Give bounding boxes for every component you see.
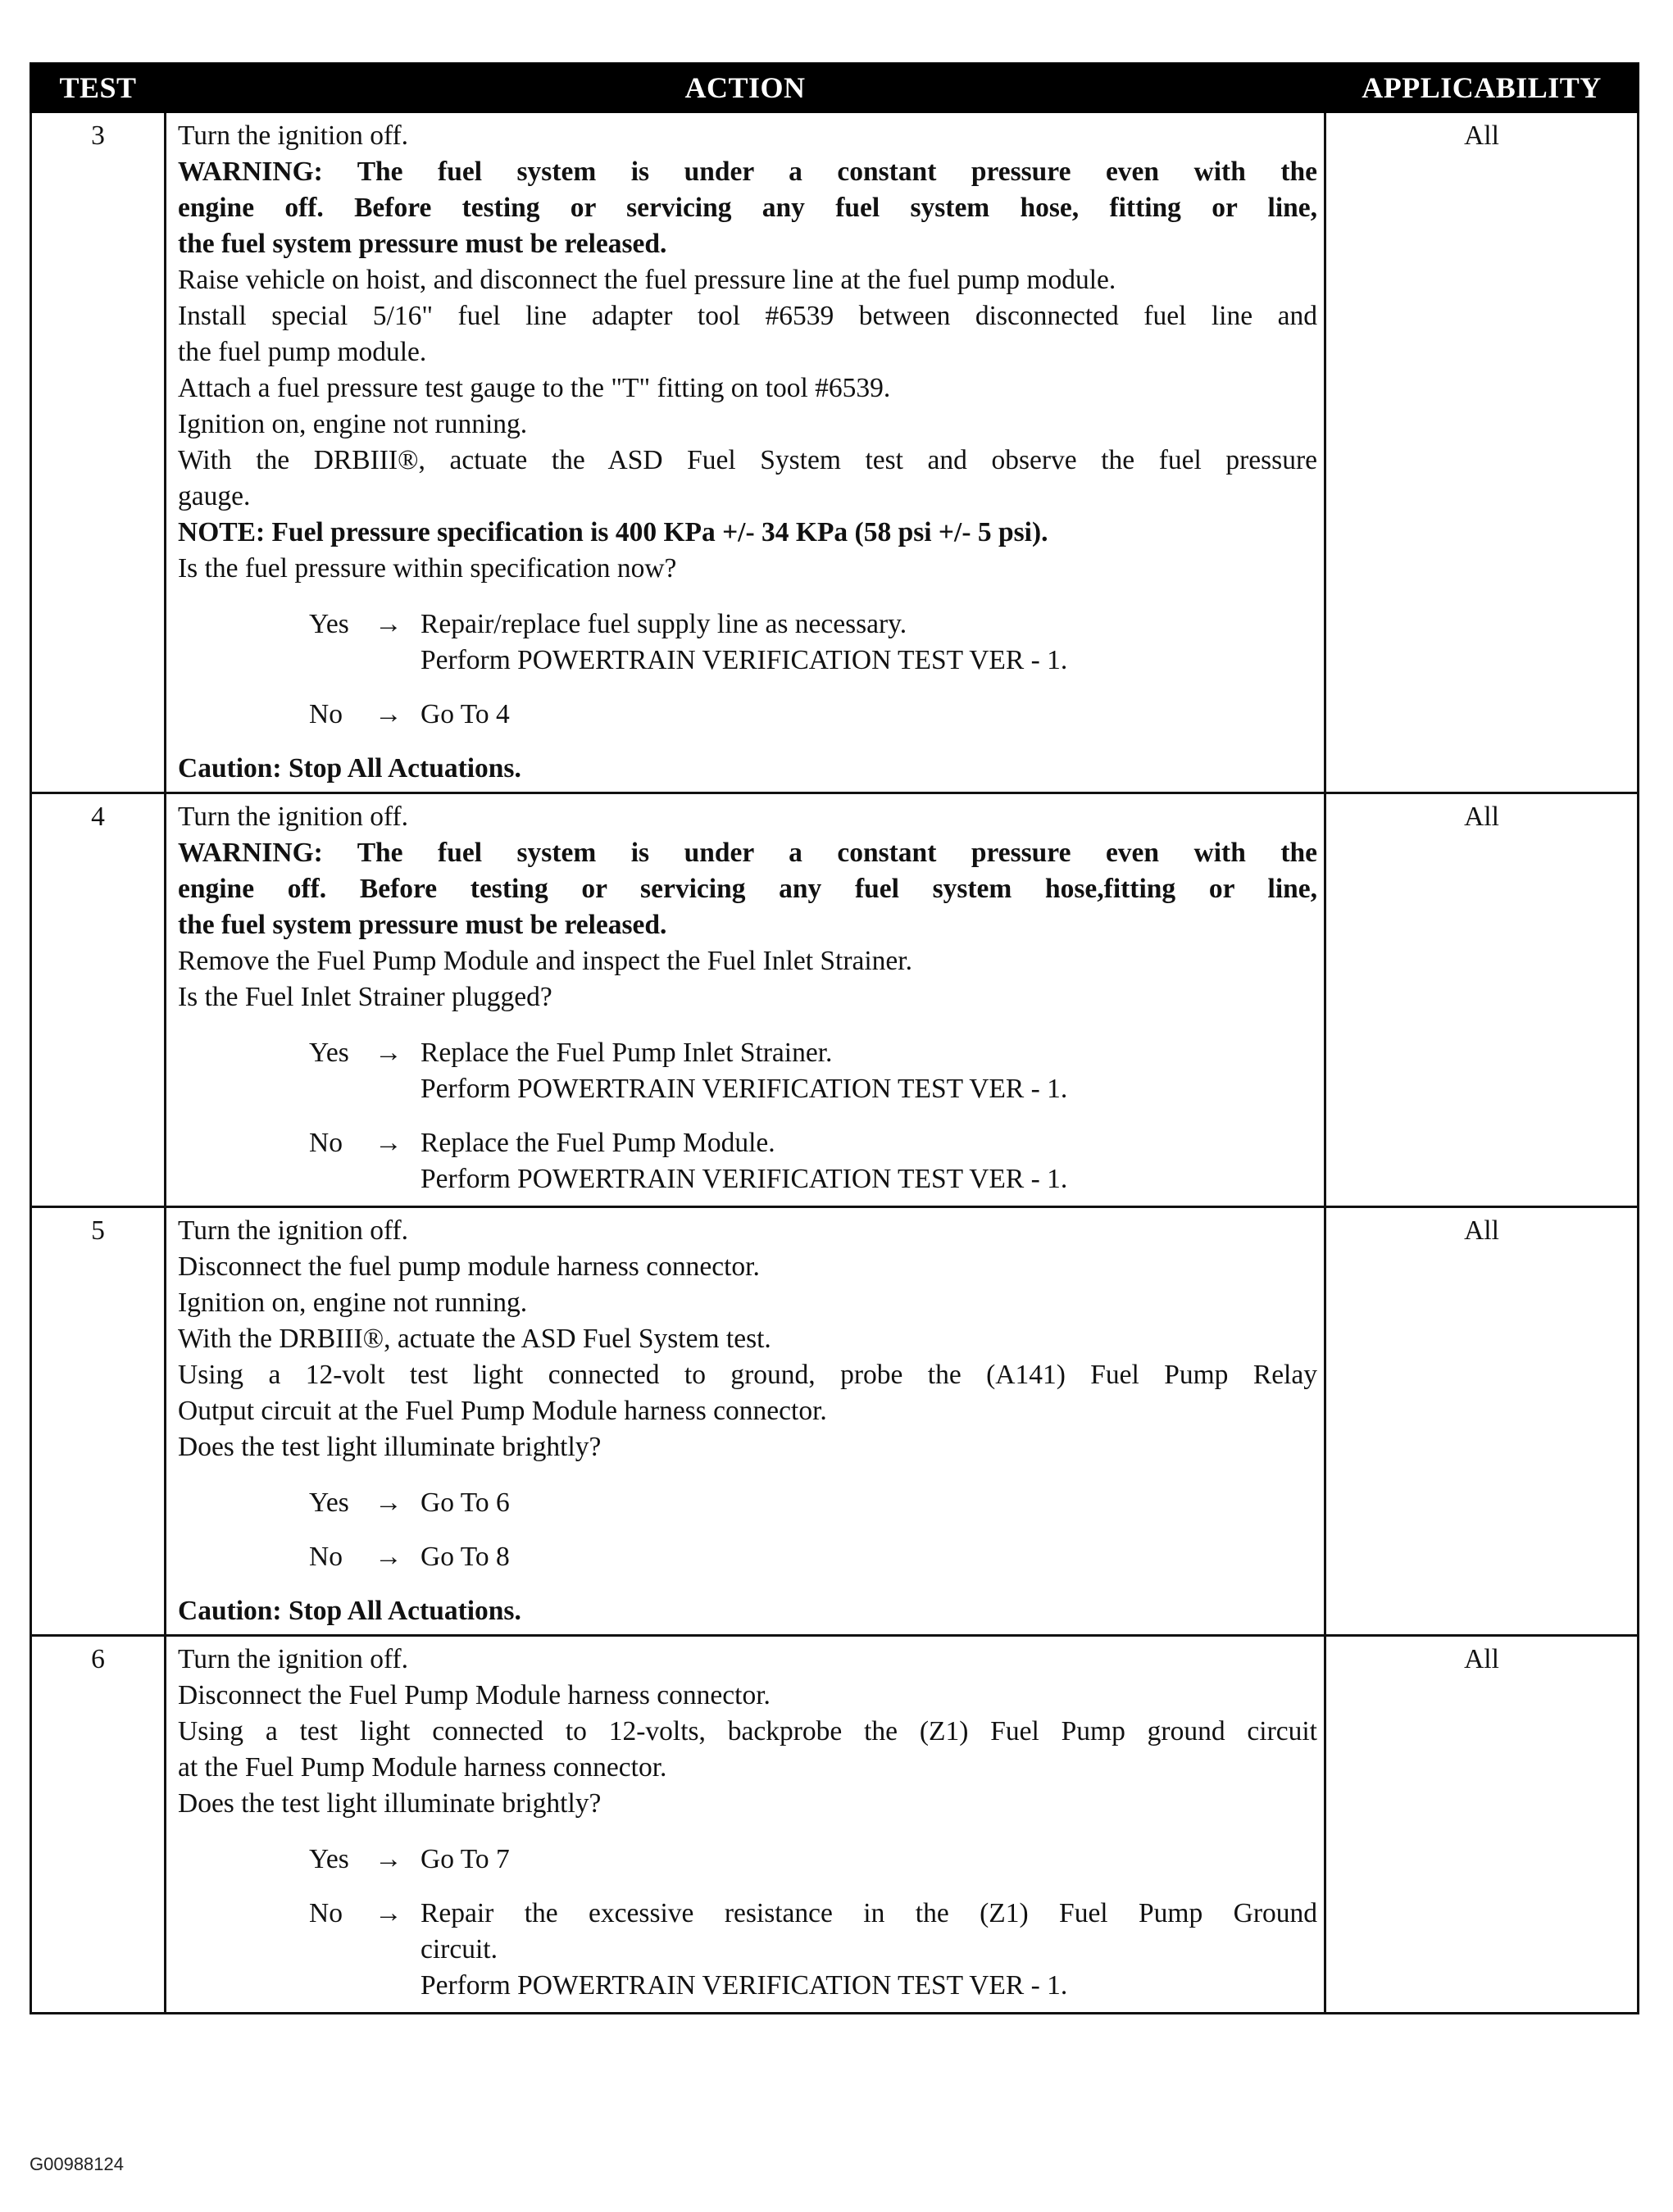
instruction-line: Turn the ignition off. xyxy=(178,1644,409,1674)
result-line: Go To 8 xyxy=(421,1542,510,1572)
result-line: Perform POWERTRAIN VERIFICATION TEST VER - 1. xyxy=(421,1970,1068,2001)
applicability-value: All xyxy=(1325,1636,1639,2014)
response-no xyxy=(309,1896,1317,2004)
instruction-line: gauge. xyxy=(178,481,251,511)
instruction-line: Using a 12-volt test light connected to ground, probe the (A141) Fuel Pump Relay xyxy=(178,1360,1317,1390)
result-line: Go To 6 xyxy=(421,1488,510,1518)
instruction-line: Output circuit at the Fuel Pump Module harness connector. xyxy=(178,1396,827,1426)
header-test: TEST xyxy=(31,64,166,112)
instruction-line: the fuel pump module. xyxy=(178,337,427,367)
table-row xyxy=(31,1207,1639,1636)
test-number: 4 xyxy=(31,793,166,1207)
test-number: 5 xyxy=(31,1207,166,1636)
warning-line: engine off. Before testing or servicing any fuel system hose, fitting or line, xyxy=(178,193,1317,223)
table-row xyxy=(31,1636,1639,2014)
instruction-line: Remove the Fuel Pump Module and inspect the Fuel Inlet Strainer. xyxy=(178,946,912,976)
result-line: Replace the Fuel Pump Inlet Strainer. xyxy=(421,1038,833,1068)
arrow-right-icon: → xyxy=(375,699,402,729)
response-no xyxy=(309,1125,1317,1197)
instruction-line: Ignition on, engine not running. xyxy=(178,409,528,439)
action-cell xyxy=(166,112,1325,793)
instruction-line: Raise vehicle on hoist, and disconnect the fuel pressure line at the fuel pump module. xyxy=(178,265,1116,295)
arrow-right-icon: → xyxy=(375,1898,402,1928)
instruction-line: Turn the ignition off. xyxy=(178,1215,409,1246)
arrow-right-icon: → xyxy=(375,1488,402,1518)
test-number: 3 xyxy=(31,112,166,793)
result-line: Perform POWERTRAIN VERIFICATION TEST VER - 1. xyxy=(421,645,1068,675)
response-answer: No xyxy=(309,1128,343,1158)
instruction-line: Turn the ignition off. xyxy=(178,120,409,151)
result-line: Perform POWERTRAIN VERIFICATION TEST VER - 1. xyxy=(421,1074,1068,1104)
result-line: Repair/replace fuel supply line as necessary. xyxy=(421,609,907,639)
result-line: Perform POWERTRAIN VERIFICATION TEST VER - 1. xyxy=(421,1164,1068,1194)
instruction-line: Is the fuel pressure within specification now? xyxy=(178,553,677,584)
response-result xyxy=(421,606,1317,679)
response-answer: No xyxy=(309,1898,343,1928)
response-result xyxy=(421,1125,1317,1197)
warning-line: the fuel system pressure must be released. xyxy=(178,910,667,940)
caution-note: Caution: Stop All Actuations. xyxy=(178,753,521,784)
result-line: Go To 7 xyxy=(421,1844,510,1874)
warning-line: WARNING: The fuel system is under a constant pressure even with the xyxy=(178,157,1317,187)
response-result xyxy=(421,1035,1317,1107)
applicability-value: All xyxy=(1325,1207,1639,1636)
arrow-right-icon: → xyxy=(375,1038,402,1068)
action-cell xyxy=(166,793,1325,1207)
response-answer: No xyxy=(309,1542,343,1572)
arrow-right-icon: → xyxy=(375,1542,402,1572)
response-result xyxy=(421,1842,1317,1878)
caution-note: Caution: Stop All Actuations. xyxy=(178,1596,521,1626)
response-yes xyxy=(309,1842,1317,1878)
response-yes xyxy=(309,1485,1317,1521)
response-no xyxy=(309,697,1317,733)
arrow-right-icon: → xyxy=(375,609,402,639)
result-line: Go To 4 xyxy=(421,699,510,729)
instruction-line: Using a test light connected to 12-volts, backprobe the (Z1) Fuel Pump ground circuit xyxy=(178,1716,1317,1746)
instruction-line: Turn the ignition off. xyxy=(178,802,409,832)
table-row xyxy=(31,112,1639,793)
warning-line: WARNING: The fuel system is under a constant pressure even with the xyxy=(178,838,1317,868)
header-action: ACTION xyxy=(166,64,1325,112)
instruction-line: Install special 5/16" fuel line adapter tool #6539 between disconnected fuel line and xyxy=(178,301,1317,331)
table-row xyxy=(31,793,1639,1207)
action-cell xyxy=(166,1207,1325,1636)
instruction-line: Disconnect the fuel pump module harness connector. xyxy=(178,1251,760,1282)
result-line: Repair the excessive resistance in the (Z1) Fuel Pump Ground xyxy=(421,1898,1317,1928)
arrow-right-icon: → xyxy=(375,1844,402,1874)
instruction-line: With the DRBIII®, actuate the ASD Fuel System test. xyxy=(178,1324,771,1354)
response-result xyxy=(421,1485,1317,1521)
instruction-line: at the Fuel Pump Module harness connector. xyxy=(178,1752,667,1783)
warning-line: engine off. Before testing or servicing any fuel system hose,fitting or line, xyxy=(178,874,1317,904)
response-no xyxy=(309,1539,1317,1575)
applicability-value: All xyxy=(1325,793,1639,1207)
table-header-row xyxy=(31,64,1639,112)
instruction-line: Does the test light illuminate brightly? xyxy=(178,1432,602,1462)
response-answer: No xyxy=(309,699,343,729)
warning-line: the fuel system pressure must be released. xyxy=(178,229,667,259)
document-code: G00988124 xyxy=(30,2154,124,2174)
instruction-line: Attach a fuel pressure test gauge to the "T" fitting on tool #6539. xyxy=(178,373,891,403)
response-answer: Yes xyxy=(309,609,349,639)
response-yes xyxy=(309,1035,1317,1107)
instruction-line: Ignition on, engine not running. xyxy=(178,1288,528,1318)
response-yes xyxy=(309,606,1317,679)
arrow-right-icon: → xyxy=(375,1128,402,1158)
response-answer: Yes xyxy=(309,1488,349,1518)
response-answer: Yes xyxy=(309,1038,349,1068)
applicability-value: All xyxy=(1325,112,1639,793)
diagnostic-test-table xyxy=(30,62,1639,2014)
result-line: Replace the Fuel Pump Module. xyxy=(421,1128,775,1158)
instruction-line: Does the test light illuminate brightly? xyxy=(178,1788,602,1819)
action-cell xyxy=(166,1636,1325,2014)
warning-line: NOTE: Fuel pressure specification is 400 KPa +/- 34 KPa (58 psi +/- 5 psi). xyxy=(178,517,1048,547)
header-applicability: APPLICABILITY xyxy=(1325,64,1639,112)
response-result xyxy=(421,1896,1317,2004)
result-line: circuit. xyxy=(421,1934,498,1964)
response-answer: Yes xyxy=(309,1844,349,1874)
instruction-line: Disconnect the Fuel Pump Module harness connector. xyxy=(178,1680,771,1710)
instruction-line: With the DRBIII®, actuate the ASD Fuel System test and observe the fuel pressure xyxy=(178,445,1317,475)
response-result xyxy=(421,1539,1317,1575)
response-result xyxy=(421,697,1317,733)
instruction-line: Is the Fuel Inlet Strainer plugged? xyxy=(178,982,552,1012)
test-number: 6 xyxy=(31,1636,166,2014)
